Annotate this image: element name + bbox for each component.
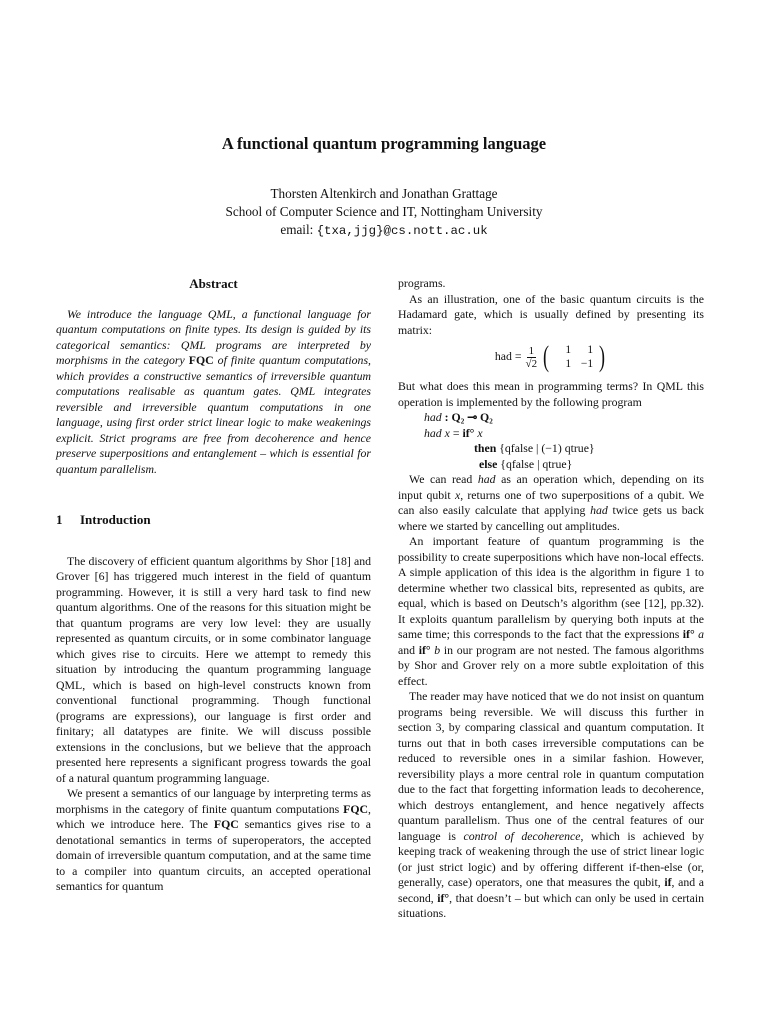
program-listing (424, 410, 704, 472)
section-title: Introduction (80, 512, 151, 527)
paper-title: A functional quantum programming language (221, 134, 547, 153)
right-paragraph-4 (398, 534, 704, 689)
code-var: x (454, 487, 461, 502)
hadamard-paragraph: As an illustration, one of the basic quantum circuits is the Hadamard gate, which is usually defined by presenting its matrix: (398, 291, 704, 337)
email-address: {txa,jjg}@cs.nott.ac.uk (316, 224, 488, 238)
code-keyword: if (664, 875, 672, 889)
text-run: in our program are not nested. The famous algorithms by Shor and Grover rely on a more subtle exploitation of this effect. (398, 642, 704, 688)
affiliation: School of Computer Science and IT, Nottingham University (225, 204, 543, 219)
intro-paragraph-2 (56, 786, 371, 895)
abstract-text-part: We introduce the language QML, a functional language for quantum computations on finite types. Its design is guided by its categorical semantics: QML programs are interpreted by morphisms in the category (56, 306, 371, 367)
code-var: x (474, 425, 483, 440)
text-run: An important feature of quantum programming is the possibility to create superpositions which have non-local effects. A simple application of this idea is the algorithm in figure 1 to determine whether two classical bits, represented as qubits, are equal, which is based on Deutsch’s algorithm (see [12], pp.32). It exploits quantum parallelism by querying both inputs at the same time; this corresponds to the fact that the expressions (398, 534, 704, 641)
right-paragraph-5 (398, 689, 704, 922)
emphasis: control of decoherence (463, 828, 581, 843)
author-names: Thorsten Altenkirch and Jonathan Grattage (270, 186, 498, 201)
abstract-heading: Abstract (189, 276, 238, 291)
matrix-cell: −1 (580, 358, 594, 370)
abstract-text (56, 307, 371, 478)
text-run: , which is achieved by keeping track of weakening through the use of strict linear logic (or just strict logic) and by offering different if-then-else (or, generally, case) operators, one that measures the qubit, (398, 828, 704, 889)
right-column (398, 276, 704, 922)
right-paren: ) (599, 340, 606, 373)
code-ident: had (477, 472, 496, 486)
left-column (56, 276, 371, 895)
text-run: The reader may have noticed that we do not insist on quantum programs being reversible. We will discuss this further in section 3, by comparing classical and quantum computation. It turns out that in both cases irreversible computations can be reduced to reversible ones in a similar fashion. However, reversibility plays a more central role in quantum computation due to the fact that forgetting information leads to decoherence, which destroys entanglement, and hence negatively affects quantum parallelism. Thus one of the central features of our language is (398, 689, 704, 843)
text-run: twice gets us back where we started by cancelling out amplitudes. (398, 503, 704, 533)
email-label: email: (280, 222, 314, 237)
text-run: , and a second, (398, 875, 704, 905)
text-run: We can read (409, 472, 478, 486)
code-expr: {qfalse | (−1) qtrue} (496, 441, 595, 455)
code-var: b (430, 642, 441, 657)
code-keyword: if° (682, 627, 695, 641)
text-run: as an operation which, depending on its input qubit (398, 472, 704, 502)
text-run: and (398, 642, 419, 657)
matrix-fraction (526, 345, 538, 370)
continued-text: programs. (398, 276, 446, 290)
text-run: We present a semantics of our language by interpreting terms as morphisms in the category of finite quantum computations (56, 786, 371, 816)
text-run: , returns one of two superpositions of a qubit. We can also easily calculate that applying (398, 487, 704, 517)
right-paragraph-3 (398, 472, 704, 534)
code-ident: had (590, 503, 608, 517)
program-line-2 (424, 426, 704, 442)
fraction-numerator: 1 (528, 344, 535, 357)
email-line (0, 221, 768, 240)
fqc-term: FQC (343, 801, 369, 816)
text-run: semantics gives rise to a denotational semantics in terms of superoperators, the accepted domain of irreversible quantum computation, and at the same time to a compiler into quantum circuits, an accepted operational semantics for quantum (56, 817, 371, 893)
code-keyword: if° (462, 425, 475, 440)
program-line-4 (424, 457, 704, 473)
code-expr: {qfalse | qtrue} (497, 456, 573, 471)
hadamard-matrix (398, 342, 704, 374)
fqc-term: FQC (213, 817, 239, 831)
section-heading (56, 512, 371, 528)
code-type: : Q₂ ⊸ Q₂ (441, 410, 493, 424)
intro-paragraph-1: The discovery of efficient quantum algorithms by Shor [18] and Grover [6] has triggered much interest in the field of quantum programming. However, it is still a very hard task to find new quantum algorithms. One of the reasons for this situation might be that quantum programs are very low level: they are usually represented as quantum circuits, or in some combinator language which gives rise to circuits. Here we attempt to remedy this situation by introducing the quantum programming language QML, which is based on high-level constructs known from conventional functional programming. Though functional (programs are expressions), our language is first order and finitary; all datatypes are finite. We will discuss possible extensions in the conclusions, but we believe that the approach presented here represents a significant progress towards the goal of a natural quantum programming language. (56, 553, 371, 785)
matrix-cell: 1 (565, 358, 572, 370)
program-line-1 (424, 410, 704, 426)
abstract-text-part: of finite quantum computations, which provides a constructive semantics of irreversible quantum computations realisable as quantum gates. QML integrates reversible and irreversible quantum computations in one language, using first order strict linear logic to make weakenings explicit. Strict programs are free from decoherence and hence preserve superpositions and entanglement – which is essential for quantum parallelism. (56, 353, 371, 476)
matrix-lhs: had = (494, 349, 522, 364)
code-keyword: else (479, 456, 498, 471)
matrix-cell: 1 (587, 344, 594, 356)
author-block (0, 185, 768, 240)
matrix-cell: 1 (565, 344, 572, 356)
code-ident: had (424, 410, 442, 424)
program-intro: But what does this mean in programming terms? In QML this operation is implemented by the following program (398, 379, 704, 409)
matrix-grid (555, 343, 593, 371)
section-number: 1 (56, 512, 63, 527)
code-keyword: if° (437, 890, 450, 905)
code-eq: = (449, 425, 463, 440)
text-run: , that doesn’t – but which can only be used in certain situations. (398, 890, 704, 920)
program-line-3 (424, 441, 704, 457)
left-paren: ( (543, 340, 550, 373)
code-keyword: then (474, 441, 497, 455)
fraction-denominator: √2 (525, 357, 538, 370)
code-var: a (694, 627, 704, 641)
code-ident: had x (424, 425, 450, 440)
code-keyword: if° (418, 642, 431, 657)
fqc-term: FQC (188, 353, 214, 367)
text-run: , which we introduce here. The (56, 801, 371, 831)
